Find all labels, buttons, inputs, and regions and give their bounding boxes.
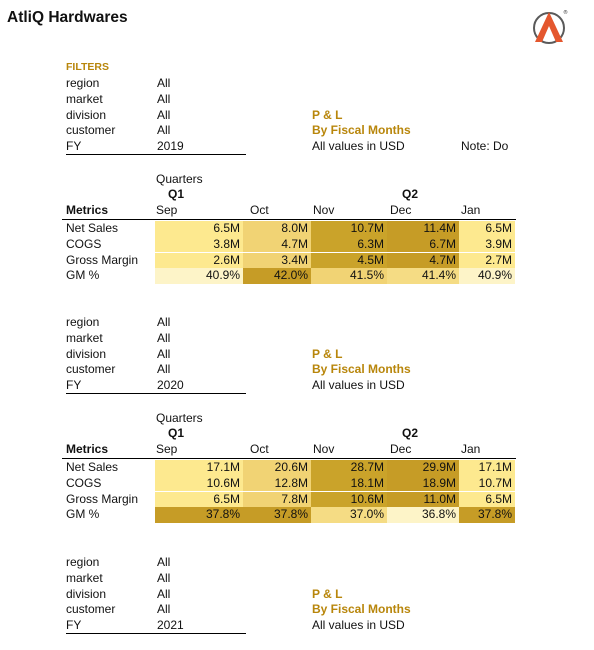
metric-cell: 17.1M bbox=[155, 460, 243, 476]
filter-value-fy[interactable]: 2019 bbox=[157, 139, 184, 154]
quarter-q2: Q2 bbox=[402, 187, 419, 201]
month-jan: Jan bbox=[461, 442, 481, 456]
quarter-q1: Q1 bbox=[168, 187, 185, 201]
filters-underline bbox=[66, 633, 246, 634]
filter-label-market: market bbox=[66, 91, 103, 106]
filter-label-fy: FY bbox=[66, 139, 82, 154]
filter-label-customer: customer bbox=[66, 362, 116, 377]
month-sep: Sep bbox=[156, 442, 178, 456]
filter-label-region: region bbox=[66, 315, 100, 329]
filter-value-division[interactable]: All bbox=[157, 586, 171, 601]
metric-label: COGS bbox=[66, 236, 102, 251]
month-nov: Nov bbox=[313, 203, 335, 217]
metric-label: Net Sales bbox=[66, 460, 119, 474]
filter-value-fy[interactable]: 2021 bbox=[157, 618, 184, 633]
pl-note: All values in USD bbox=[312, 618, 405, 633]
month-oct: Oct bbox=[250, 203, 269, 217]
metric-cell: 3.4M bbox=[243, 253, 311, 269]
pl-title: P & L bbox=[312, 586, 343, 601]
metric-cell: 2.7M bbox=[459, 253, 515, 269]
filter-value-customer[interactable]: All bbox=[157, 123, 171, 138]
metric-cell: 6.5M bbox=[155, 221, 243, 237]
metric-cell: 6.7M bbox=[387, 237, 459, 253]
metric-cell: 41.4% bbox=[387, 268, 459, 284]
metrics-label: Metrics bbox=[66, 203, 109, 217]
filter-value-fy[interactable]: 2020 bbox=[157, 378, 184, 393]
metric-cell: 6.5M bbox=[459, 492, 515, 508]
metric-cell: 10.7M bbox=[459, 476, 515, 492]
metric-cell: 3.9M bbox=[459, 237, 515, 253]
filter-value-market[interactable]: All bbox=[157, 91, 171, 106]
metric-cell: 10.6M bbox=[155, 476, 243, 492]
filter-value-customer[interactable]: All bbox=[157, 362, 171, 377]
metric-cell: 6.5M bbox=[155, 492, 243, 508]
metric-cell: 6.3M bbox=[311, 237, 387, 253]
metric-label: Gross Margin bbox=[66, 491, 139, 506]
pl-note: All values in USD bbox=[312, 378, 405, 393]
filter-label-market: market bbox=[66, 570, 103, 585]
metric-cell: 3.8M bbox=[155, 237, 243, 253]
filters-heading: FILTERS bbox=[66, 61, 109, 73]
metric-cell: 37.8% bbox=[155, 507, 243, 523]
filter-label-division: division bbox=[66, 586, 107, 601]
metric-cell: 4.7M bbox=[387, 253, 459, 269]
quarters-label: Quarters bbox=[156, 172, 203, 186]
metric-cell: 4.7M bbox=[243, 237, 311, 253]
month-nov: Nov bbox=[313, 442, 335, 456]
metric-cell: 11.0M bbox=[387, 492, 459, 508]
metric-cell: 20.6M bbox=[243, 460, 311, 476]
metric-cell: 29.9M bbox=[387, 460, 459, 476]
filter-value-region[interactable]: All bbox=[157, 555, 171, 569]
filter-label-customer: customer bbox=[66, 123, 116, 138]
metric-cell: 10.6M bbox=[311, 492, 387, 508]
metric-cell: 12.8M bbox=[243, 476, 311, 492]
month-dec: Dec bbox=[390, 442, 412, 456]
metric-cell: 41.5% bbox=[311, 268, 387, 284]
metric-cell: 36.8% bbox=[387, 507, 459, 523]
metric-cell: 37.8% bbox=[243, 507, 311, 523]
note-clipped: Note: Do bbox=[461, 139, 509, 154]
metric-cell: 40.9% bbox=[155, 268, 243, 284]
filter-label-customer: customer bbox=[66, 602, 116, 617]
atliq-logo-icon bbox=[529, 8, 569, 44]
quarter-q1: Q1 bbox=[168, 426, 185, 440]
metric-cell: 4.5M bbox=[311, 253, 387, 269]
metrics-label: Metrics bbox=[66, 442, 109, 456]
quarter-q2: Q2 bbox=[402, 426, 419, 440]
filter-label-division: division bbox=[66, 107, 107, 122]
pl-subtitle: By Fiscal Months bbox=[312, 123, 411, 138]
quarters-label: Quarters bbox=[156, 411, 203, 425]
pl-title: P & L bbox=[312, 107, 343, 122]
metric-cell: 8.0M bbox=[243, 221, 311, 237]
filters-underline bbox=[66, 393, 246, 394]
metric-label: Gross Margin bbox=[66, 252, 139, 267]
month-dec: Dec bbox=[390, 203, 412, 217]
metric-cell: 18.1M bbox=[311, 476, 387, 492]
metric-cell: 11.4M bbox=[387, 221, 459, 237]
metric-cell: 40.9% bbox=[459, 268, 515, 284]
pl-title: P & L bbox=[312, 346, 343, 361]
month-jan: Jan bbox=[461, 203, 481, 217]
metrics-header-underline bbox=[62, 458, 516, 459]
filters-underline bbox=[66, 154, 246, 155]
metric-label: COGS bbox=[66, 475, 102, 490]
metric-cell: 37.8% bbox=[459, 507, 515, 523]
filter-label-region: region bbox=[66, 555, 100, 569]
svg-text:®: ® bbox=[563, 10, 568, 16]
metric-cell: 18.9M bbox=[387, 476, 459, 492]
metric-cell: 42.0% bbox=[243, 268, 311, 284]
metric-cell: 6.5M bbox=[459, 221, 515, 237]
filter-value-customer[interactable]: All bbox=[157, 602, 171, 617]
metric-label: Net Sales bbox=[66, 221, 119, 235]
page-title: AtliQ Hardwares bbox=[7, 9, 128, 26]
metric-cell: 28.7M bbox=[311, 460, 387, 476]
filter-label-region: region bbox=[66, 76, 100, 90]
filter-value-division[interactable]: All bbox=[157, 346, 171, 361]
metric-cell: 2.6M bbox=[155, 253, 243, 269]
month-oct: Oct bbox=[250, 442, 269, 456]
filter-value-region[interactable]: All bbox=[157, 315, 171, 329]
filter-value-region[interactable]: All bbox=[157, 76, 171, 90]
metric-cell: 10.7M bbox=[311, 221, 387, 237]
filter-value-division[interactable]: All bbox=[157, 107, 171, 122]
filter-label-fy: FY bbox=[66, 618, 82, 633]
metric-label: GM % bbox=[66, 507, 100, 522]
filter-value-market[interactable]: All bbox=[157, 330, 171, 345]
pl-subtitle: By Fiscal Months bbox=[312, 602, 411, 617]
filter-value-market[interactable]: All bbox=[157, 570, 171, 585]
filter-label-division: division bbox=[66, 346, 107, 361]
pl-subtitle: By Fiscal Months bbox=[312, 362, 411, 377]
metric-cell: 7.8M bbox=[243, 492, 311, 508]
metrics-header-underline bbox=[62, 219, 516, 220]
metric-cell: 17.1M bbox=[459, 460, 515, 476]
filter-label-fy: FY bbox=[66, 378, 82, 393]
metric-cell: 37.0% bbox=[311, 507, 387, 523]
filter-label-market: market bbox=[66, 330, 103, 345]
month-sep: Sep bbox=[156, 203, 178, 217]
metric-label: GM % bbox=[66, 268, 100, 283]
pl-note: All values in USD bbox=[312, 139, 405, 154]
